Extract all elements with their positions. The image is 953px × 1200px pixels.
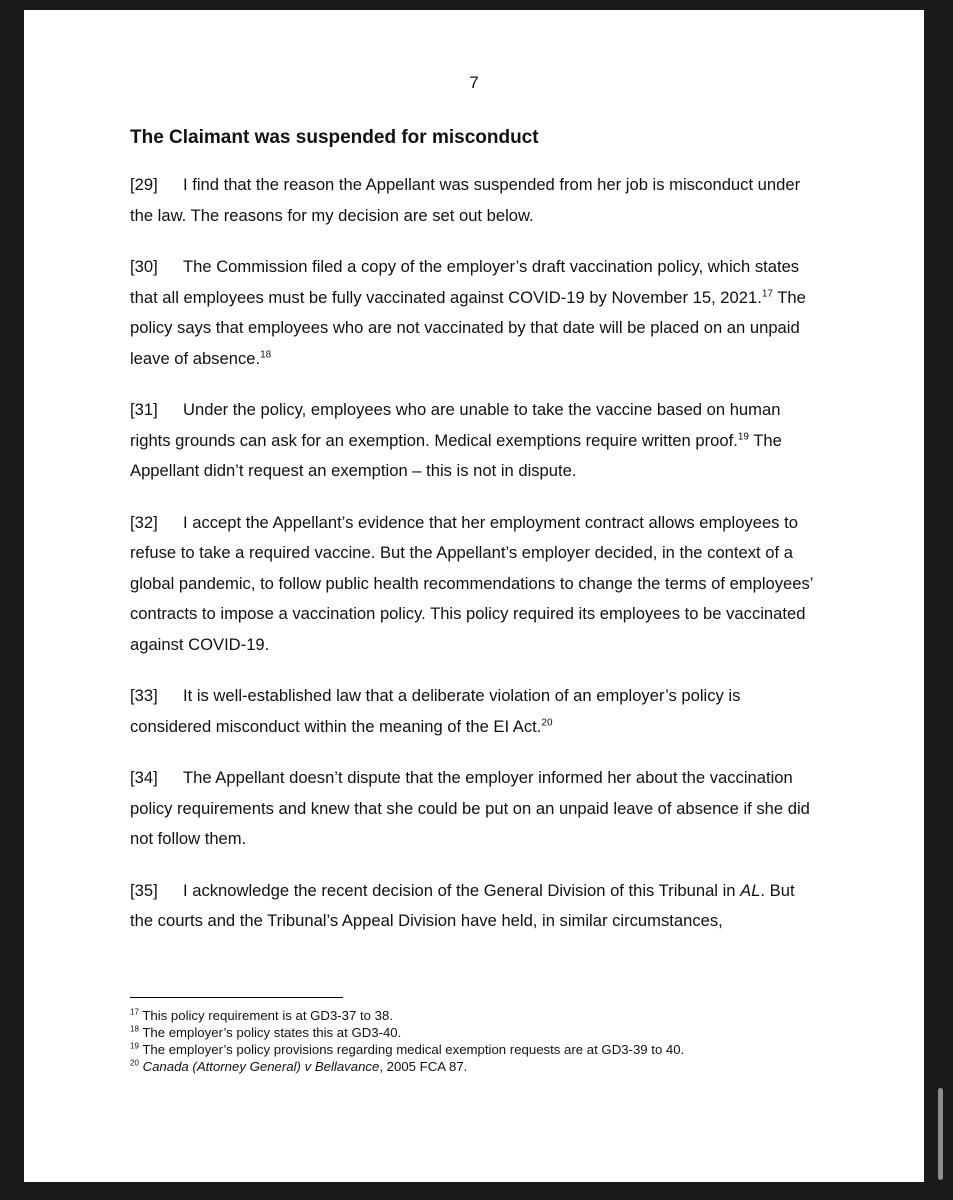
paragraph-33 bbox=[130, 681, 820, 742]
footnote-text: The employer’s policy provisions regarding medical exemption requests are at GD3-39 to 40. bbox=[138, 1042, 685, 1057]
paragraph-number: [35] bbox=[130, 880, 158, 900]
section-heading: The Claimant was suspended for misconduct bbox=[130, 127, 539, 148]
footnote-19 bbox=[130, 1041, 830, 1058]
footnote-number: 18 bbox=[130, 1024, 139, 1034]
paragraph-text: I find that the reason the Appellant was suspended from her job is misconduct under the law. The reasons for my decision are set out below. bbox=[130, 175, 801, 225]
paragraph-32 bbox=[130, 508, 820, 661]
paragraph-text: It is well-established law that a deliberate violation of an employer’s policy is considered misconduct within the meaning of the EI Act. bbox=[130, 686, 741, 736]
paragraph-number: [30] bbox=[130, 257, 158, 276]
paragraph-text: Under the policy, employees who are unable to take the vaccine based on human rights grounds can ask for an exemption. Medical exemptions require written proof. bbox=[130, 400, 781, 450]
page-number: 7 bbox=[469, 73, 479, 92]
vertical-scrollbar[interactable] bbox=[938, 1088, 943, 1180]
footnote-number: 19 bbox=[130, 1041, 139, 1051]
paragraph-text: The Appellant doesn’t dispute that the employer informed her about the vaccination policy requirements and knew that she could be put on an unpaid leave of absence if she did not follow them. bbox=[130, 768, 810, 848]
footnote-text: This policy requirement is at GD3-37 to 38. bbox=[138, 1008, 394, 1023]
footnote-20 bbox=[130, 1058, 830, 1075]
paragraph-text: The Commission filed a copy of the employer’s draft vaccination policy, which states that all employees must be fully vaccinated against COVID-19 by November 15, 2021. bbox=[130, 257, 800, 307]
footnote-18 bbox=[130, 1024, 830, 1041]
paragraph-29 bbox=[130, 170, 820, 231]
paragraph-number: [33] bbox=[130, 686, 158, 705]
footnote-17 bbox=[130, 1007, 830, 1024]
footnote-number: 17 bbox=[130, 1007, 139, 1017]
paragraph-31 bbox=[130, 395, 820, 487]
footnote-ref[interactable]: 17 bbox=[761, 287, 773, 299]
paragraph-30 bbox=[130, 252, 820, 374]
footnote-case-name: Canada (Attorney General) v Bellavance bbox=[138, 1059, 380, 1074]
paragraph-text: . But the courts and the Tribunal’s Appeal Division have held, in similar circumstances, bbox=[130, 880, 795, 930]
paragraph-text: The Appellant didn’t request an exemption – this is not in dispute. bbox=[130, 430, 782, 480]
paragraph-number: [29] bbox=[130, 175, 158, 194]
footnote-divider bbox=[130, 997, 343, 998]
paragraph-text: I accept the Appellant’s evidence that her employment contract allows employees to refuse to take a required vaccine. But the Appellant’s employer decided, in the context of a global pandemic, to follow public health recommendations to change the terms of employees’ contracts to impose a vaccination policy. This policy required its employees to be vaccinated against COVID-19. bbox=[130, 512, 813, 654]
paragraph-35 bbox=[130, 876, 820, 937]
paragraph-text: I acknowledge the recent decision of the General Division of this Tribunal in bbox=[183, 880, 741, 900]
paragraph-34 bbox=[130, 763, 820, 855]
paragraph-text: The policy says that employees who are not vaccinated by that date will be placed on an unpaid leave of absence. bbox=[130, 287, 806, 368]
paragraph-list bbox=[130, 170, 820, 958]
footnote-ref[interactable]: 20 bbox=[541, 716, 553, 728]
document-page bbox=[24, 10, 924, 1182]
paragraph-number: [31] bbox=[130, 400, 158, 419]
footnotes bbox=[130, 1007, 830, 1075]
paragraph-number: [34] bbox=[130, 768, 158, 787]
footnote-text: The employer’s policy states this at GD3-40. bbox=[138, 1025, 402, 1040]
footnote-ref[interactable]: 18 bbox=[260, 348, 272, 360]
footnote-number: 20 bbox=[130, 1058, 139, 1068]
footnote-text: , 2005 FCA 87. bbox=[379, 1059, 468, 1074]
footnote-ref[interactable]: 19 bbox=[737, 430, 749, 442]
paragraph-number: [32] bbox=[130, 512, 158, 532]
case-name-italic: AL bbox=[740, 880, 761, 900]
